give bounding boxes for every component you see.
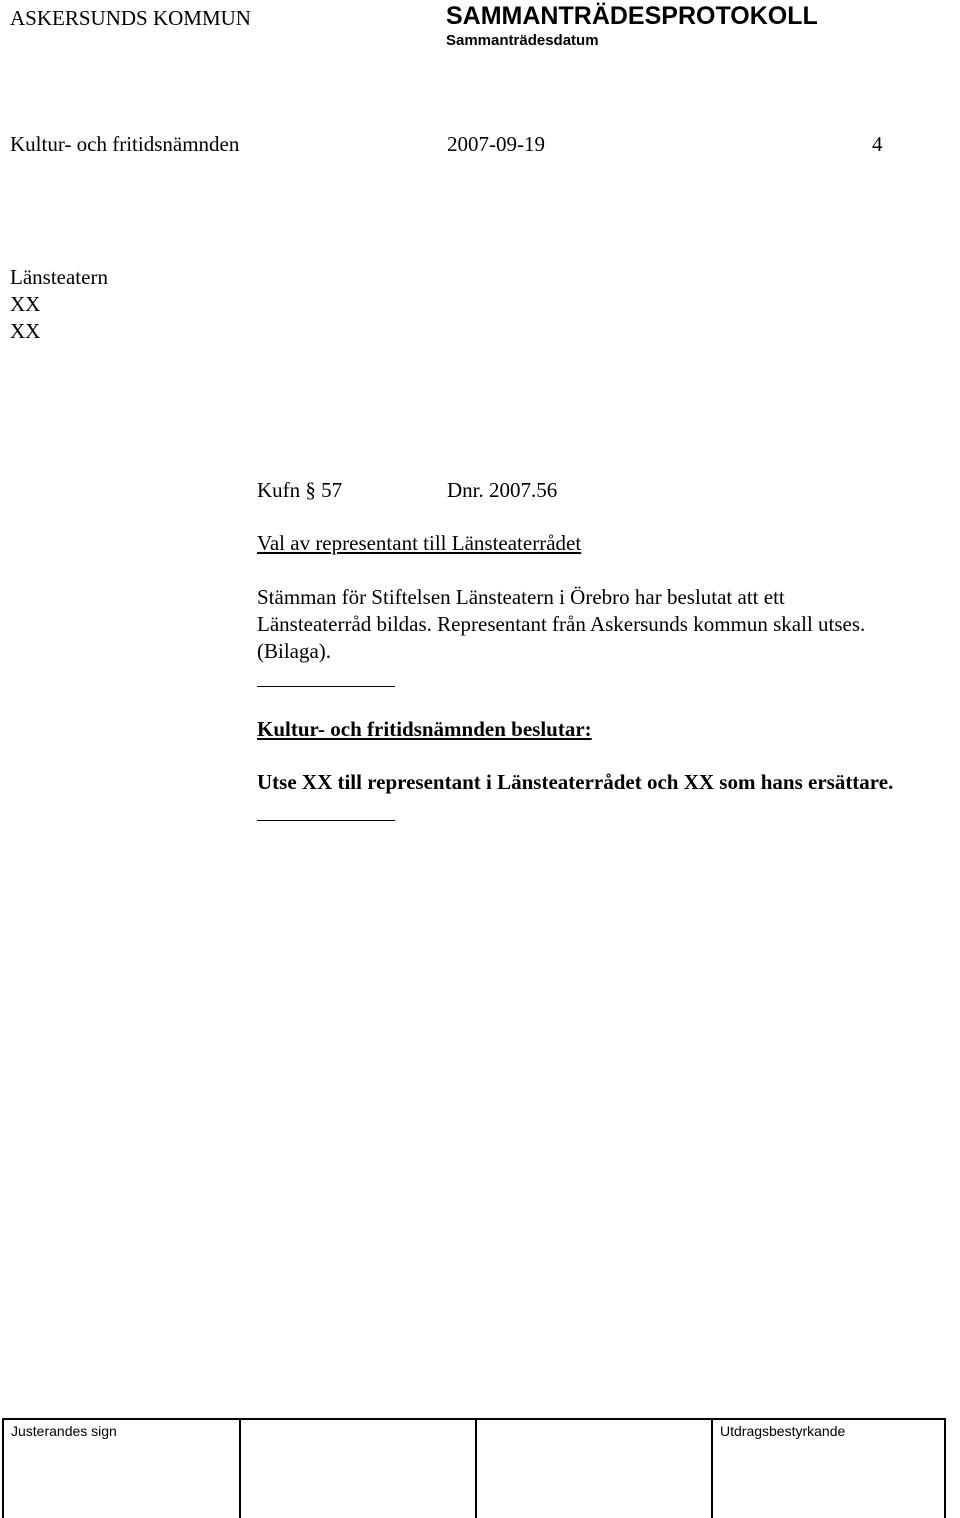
meeting-date: 2007-09-19 [447,132,545,156]
decision-text: Utse XX till representant i Länsteaterrådet och XX som hans ersättare. [257,770,894,794]
committee-name: Kultur- och fritidsnämnden [10,132,240,156]
signature-table [2,1418,946,1518]
distribution-item: XX [10,319,41,343]
page-number: 4 [872,132,883,156]
document-type-title: SAMMANTRÄDESPROTOKOLL [446,2,818,30]
organization-name: ASKERSUNDS KOMMUN [10,6,251,30]
section-divider [257,686,395,687]
item-title: Val av representant till Länsteaterrådet [257,531,582,555]
signature-cell-utdragsbestyrkande: Utdragsbestyrkande [720,1423,846,1439]
decision-heading: Kultur- och fritidsnämnden beslutar: [257,717,592,741]
diary-number: Dnr. 2007.56 [447,478,558,502]
item-body [257,584,865,665]
signature-cell-justerandes: Justerandes sign [4,1420,241,1518]
distribution-list [10,264,108,345]
signature-cell-blank [241,1420,477,1518]
body-line: (Bilaga). [257,639,332,663]
body-line: Stämman för Stiftelsen Länsteatern i Örebro har beslutat att ett [257,585,785,609]
distribution-item: Länsteatern [10,265,108,289]
body-line: Länsteaterråd bildas. Representant från Askersunds kommun skall utses. [257,612,866,636]
distribution-item: XX [10,292,41,316]
paragraph-reference: Kufn § 57 [257,478,343,502]
signature-cell-blank [477,1420,713,1518]
meeting-date-label: Sammanträdesdatum [446,32,599,49]
section-divider [257,820,395,821]
